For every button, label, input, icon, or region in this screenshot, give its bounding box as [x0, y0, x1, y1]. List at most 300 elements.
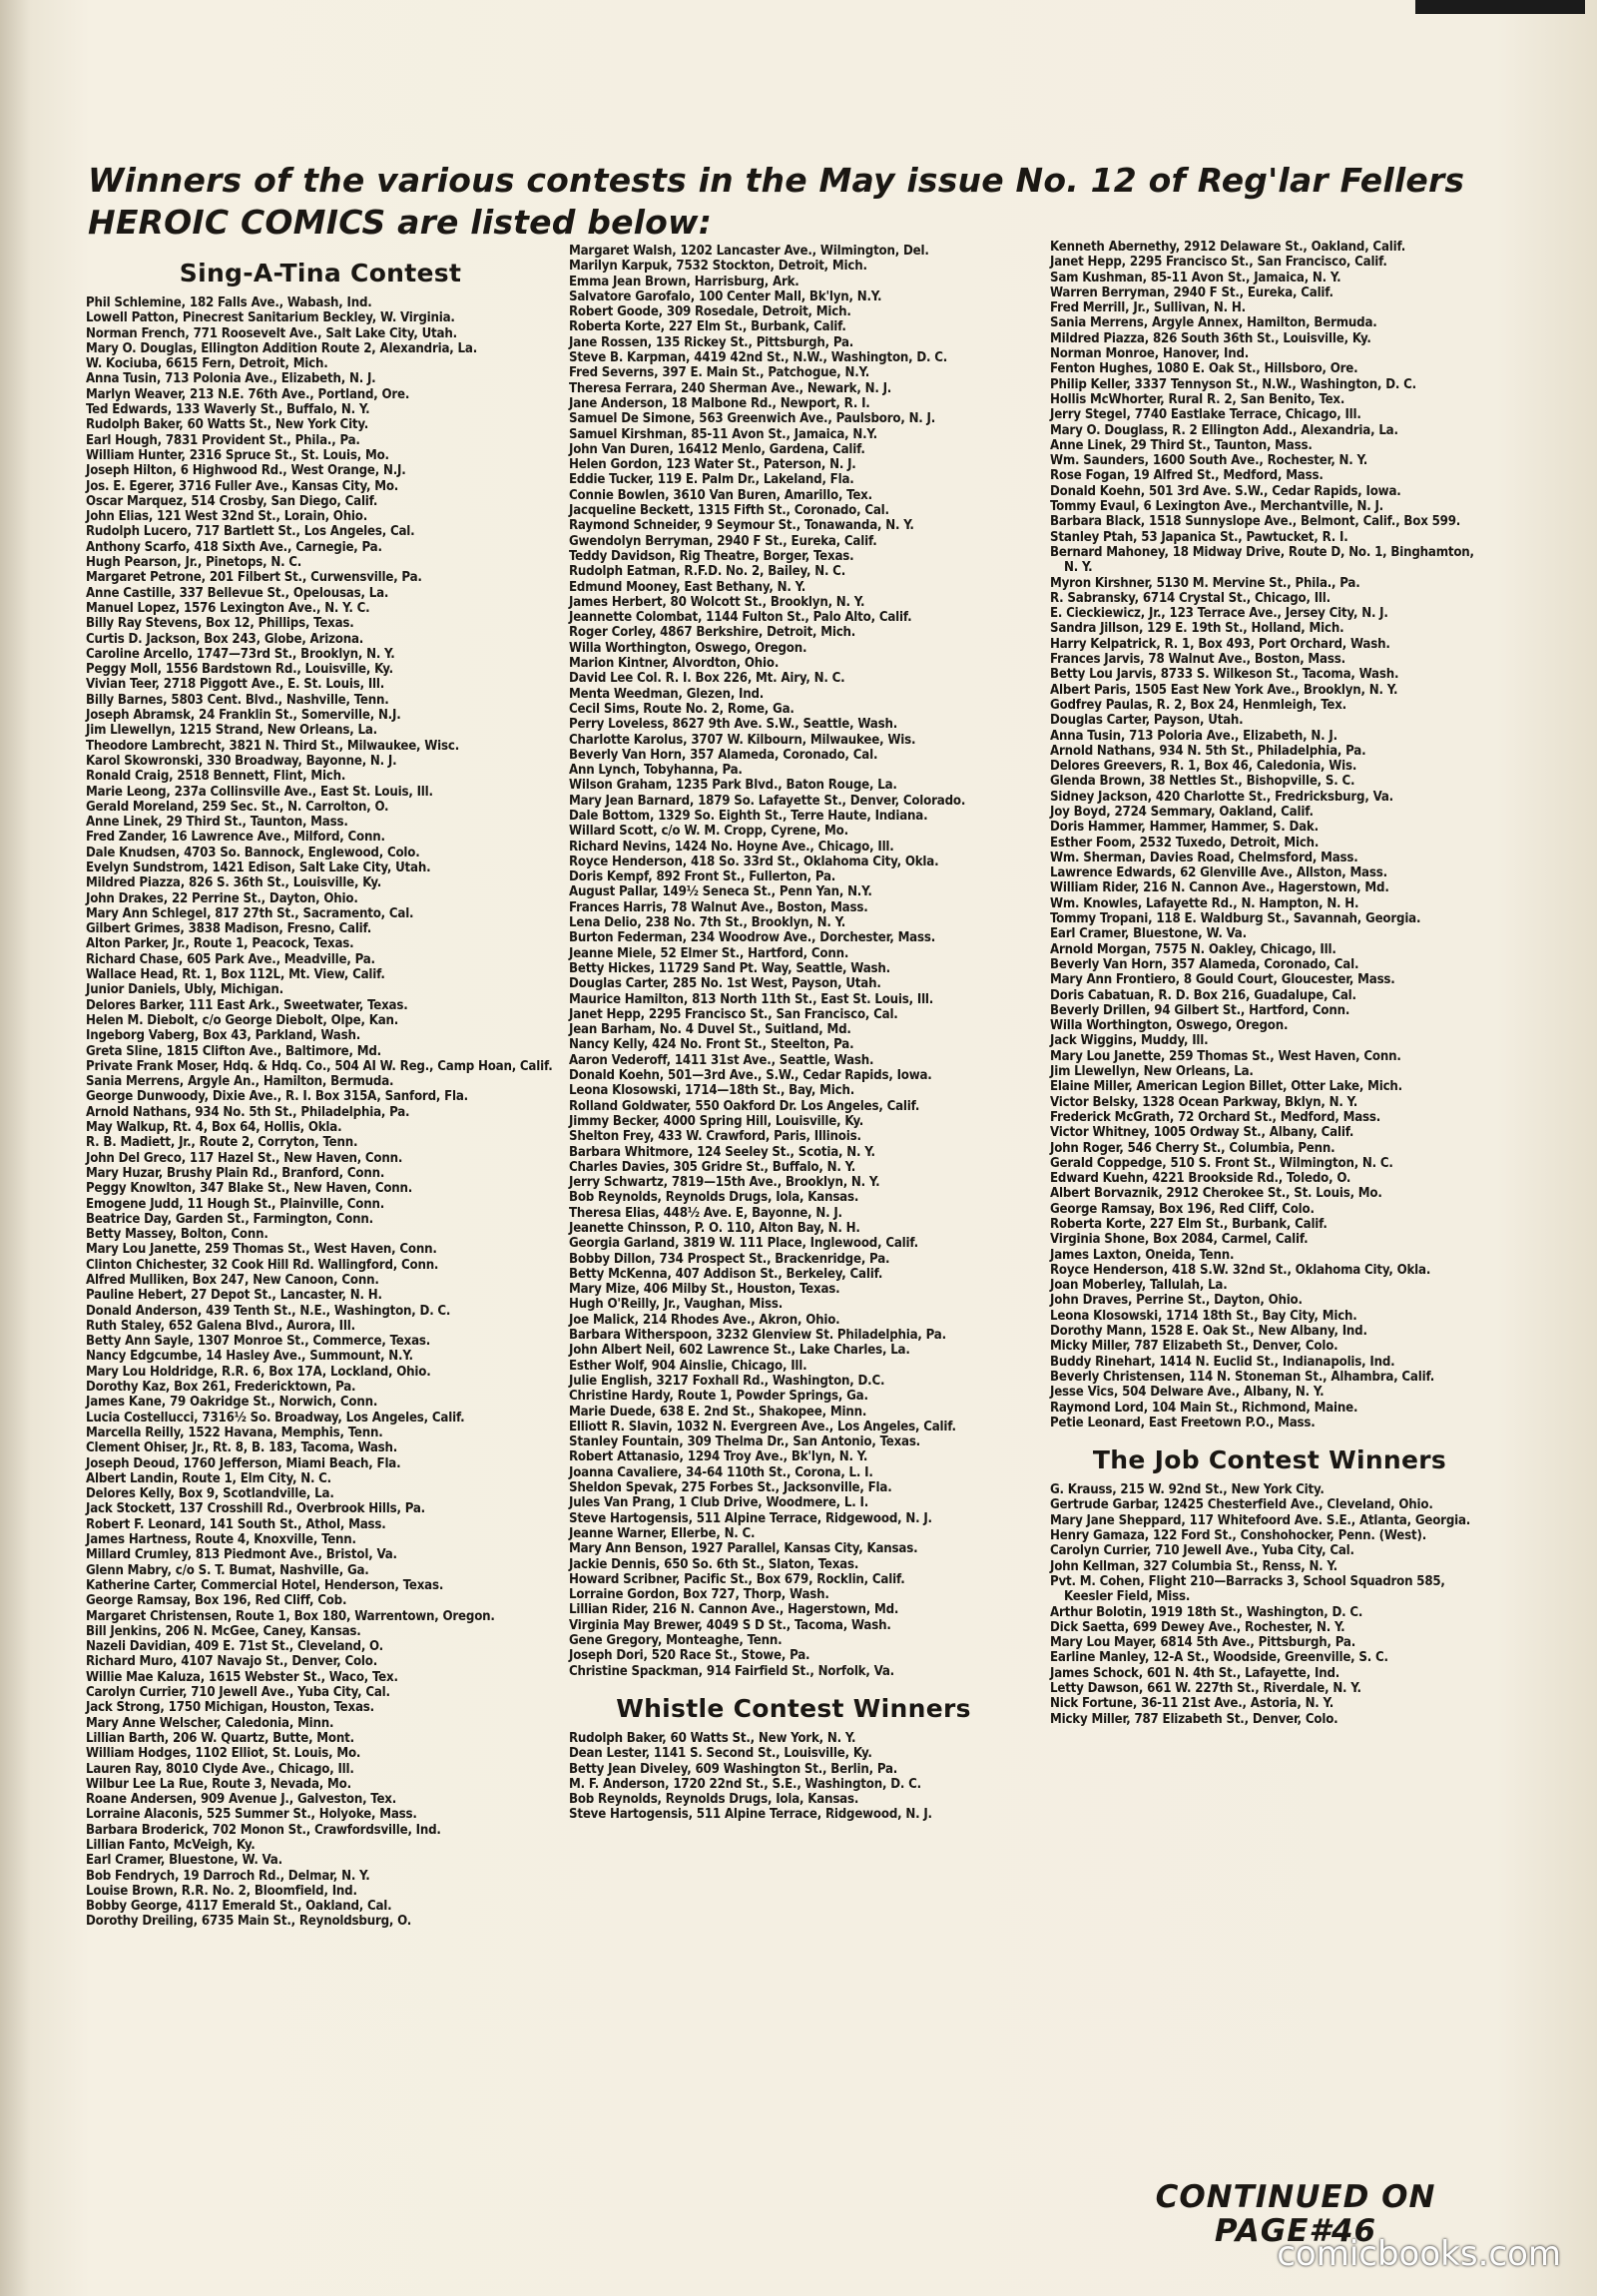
winner-entry: Nancy Kelly, 424 No. Front St., Steelton, Pa.: [569, 1037, 854, 1053]
column-1: [86, 258, 555, 1930]
winner-entry: Mary Lou Mayer, 6814 5th Ave., Pittsburgh, Pa.: [1050, 1635, 1356, 1651]
page-headline: [88, 160, 1545, 244]
winner-entry: Manuel Lopez, 1576 Lexington Ave., N. Y. C.: [86, 600, 370, 616]
winner-entry: Salvatore Garofalo, 100 Center Mall, Bk'lyn, N.Y.: [569, 288, 882, 304]
winner-entry: Norman French, 771 Roosevelt Ave., Salt Lake City, Utah.: [86, 325, 457, 341]
winner-entry: E. Cieckiewicz, Jr., 123 Terrace Ave., Jersey City, N. J.: [1050, 606, 1388, 622]
winner-entry: Jesse Vics, 504 Delware Ave., Albany, N. Y.: [1050, 1385, 1325, 1401]
winner-entry: Lorraine Gordon, Box 727, Thorp, Wash.: [569, 1587, 829, 1603]
winner-entry: Fenton Hughes, 1080 E. Oak St., Hillsboro, Ore.: [1050, 361, 1358, 377]
winner-entry: James Hartness, Route 4, Knoxville, Tenn.: [86, 1532, 356, 1548]
winner-entry: Joy Boyd, 2724 Semmary, Oakland, Calif.: [1050, 804, 1314, 820]
whistle-title: Whistle Contest Winners: [616, 1693, 971, 1723]
winner-entry: Eddie Tucker, 119 E. Palm Dr., Lakeland, Fla.: [569, 472, 854, 488]
winner-entry: Henry Gamaza, 122 Ford St., Conshohocker, Penn. (West).: [1050, 1528, 1427, 1544]
winner-entry: Steve Hartogensis, 511 Alpine Terrace, Ridgewood, N. J.: [569, 1807, 932, 1823]
winner-entry: Barbara Witherspoon, 3232 Glenview St. Philadelphia, Pa.: [569, 1328, 946, 1344]
winner-entry: Earline Manley, 12-A St., Woodside, Greenville, S. C.: [1050, 1650, 1388, 1666]
winner-entry: Esther Wolf, 904 Ainslie, Chicago, Ill.: [569, 1358, 807, 1374]
winner-entry: Jeannette Colombat, 1144 Fulton St., Palo Alto, Calif.: [569, 610, 912, 626]
winner-entry: Mildred Piazza, 826 South 36th St., Louisville, Ky.: [1050, 330, 1371, 346]
winner-entry: Perry Loveless, 8627 9th Ave. S.W., Seattle, Wash.: [569, 717, 898, 733]
winner-entry: Clinton Chichester, 32 Cook Hill Rd. Wallingford, Conn.: [86, 1257, 439, 1273]
winner-entry: Donald Anderson, 439 Tenth St., N.E., Washington, D. C.: [86, 1303, 451, 1319]
winner-entry: Samuel De Simone, 563 Greenwich Ave., Paulsboro, N. J.: [569, 411, 936, 427]
winner-entry: Myron Kirshner, 5130 M. Mervine St., Phila., Pa.: [1050, 575, 1360, 591]
winner-entry: Caroline Arcello, 1747—73rd St., Brooklyn, N. Y.: [86, 646, 395, 662]
winner-entry: William Hunter, 2316 Spruce St., St. Louis, Mo.: [86, 447, 389, 463]
winner-entry: Donald Koehn, 501 3rd Ave. S.W., Cedar Rapids, Iowa.: [1050, 483, 1401, 499]
winner-entry: Tommy Tropani, 118 E. Waldburg St., Savannah, Georgia.: [1050, 911, 1421, 927]
winner-entry: Elliott R. Slavin, 1032 N. Evergreen Ave., Los Angeles, Calif.: [569, 1419, 956, 1435]
winner-entry: Connie Bowlen, 3610 Van Buren, Amarillo, Tex.: [569, 487, 872, 503]
winner-entry: Julie English, 3217 Foxhall Rd., Washington, D.C.: [569, 1373, 885, 1389]
winner-entry: Beverly Van Horn, 357 Alameda, Coronado, Cal.: [1050, 956, 1359, 972]
winner-entry: Wm. Knowles, Lafayette Rd., N. Hampton, N. H.: [1050, 895, 1359, 911]
winner-entry: Teddy Davidson, Rig Theatre, Borger, Texas.: [569, 548, 854, 564]
winner-entry: Phil Schlemine, 182 Falls Ave., Wabash, Ind.: [86, 295, 372, 310]
winner-entry: Nancy Edgcumbe, 14 Hasley Ave., Summount, N.Y.: [86, 1349, 413, 1365]
winner-entry: Betty McKenna, 407 Addison St., Berkeley, Calif.: [569, 1266, 883, 1282]
winner-entry: Joseph Dori, 520 Race St., Stowe, Pa.: [569, 1648, 810, 1664]
winner-entry: Betty Ann Sayle, 1307 Monroe St., Commerce, Texas.: [86, 1334, 431, 1350]
winner-entry: Dorothy Mann, 1528 E. Oak St., New Albany, Ind.: [1050, 1324, 1367, 1340]
winner-entry: Mary Mize, 406 Milby St., Houston, Texas.: [569, 1282, 840, 1298]
winner-entry: R. B. Madiett, Jr., Route 2, Corryton, Tenn.: [86, 1135, 358, 1151]
column-2: [569, 244, 1018, 1823]
winner-entry: Douglas Carter, Payson, Utah.: [1050, 713, 1244, 729]
winner-entry: Betty Lou Jarvis, 8733 S. Wilkeson St., Tacoma, Wash.: [1050, 667, 1399, 683]
winner-entry: Hollis McWhorter, Rural R. 2, San Benito, Tex.: [1050, 391, 1345, 407]
winner-entry: Wm. Saunders, 1600 South Ave., Rochester, N. Y.: [1050, 453, 1368, 469]
winner-entry: Gene Gregory, Monteaghe, Tenn.: [569, 1633, 783, 1649]
winner-entry: Douglas Carter, 285 No. 1st West, Payson, Utah.: [569, 976, 881, 992]
winner-entry: Betty Jean Diveley, 609 Washington St., Berlin, Pa.: [569, 1761, 898, 1777]
column-2-list: [569, 244, 1018, 1679]
winner-entry: Emma Jean Brown, Harrisburg, Ark.: [569, 274, 799, 289]
winner-entry: Billy Barnes, 5803 Cent. Blvd., Nashville, Tenn.: [86, 692, 389, 708]
winner-entry: Karol Skowronski, 330 Broadway, Bayonne, N. J.: [86, 753, 397, 769]
winner-entry: Jack Wiggins, Muddy, Ill.: [1050, 1033, 1209, 1049]
winner-entry: Bobby Dillon, 734 Prospect St., Brackenridge, Pa.: [569, 1251, 890, 1267]
winner-entry: Louise Brown, R.R. No. 2, Bloomfield, Ind.: [86, 1883, 357, 1899]
winner-entry: Steve Hartogensis, 511 Alpine Terrace, Ridgewood, N. J.: [569, 1510, 932, 1526]
winner-entry: Ingeborg Vaberg, Box 43, Parkland, Wash.: [86, 1028, 360, 1044]
winner-entry: Christine Hardy, Route 1, Powder Springs, Ga.: [569, 1389, 868, 1405]
winner-entry: Arnold Morgan, 7575 N. Oakley, Chicago, Ill.: [1050, 941, 1336, 957]
winner-entry: Steve B. Karpman, 4419 42nd St., N.W., Washington, D. C.: [569, 350, 948, 366]
winner-entry: Sam Kushman, 85-11 Avon St., Jamaica, N. Y.: [1050, 270, 1341, 286]
winner-entry: Warren Berryman, 2940 F St., Eureka, Calif.: [1050, 285, 1333, 300]
winner-entry: Jos. E. Egerer, 3716 Fuller Ave., Kansas City, Mo.: [86, 478, 399, 494]
winner-entry: Fred Merrill, Jr., Sullivan, N. H.: [1050, 300, 1246, 316]
winner-entry: Beverly Drillen, 94 Gilbert St., Hartford, Conn.: [1050, 1002, 1350, 1018]
winner-entry: Alton Parker, Jr., Route 1, Peacock, Texas.: [86, 936, 354, 952]
winner-entry: Barbara Whitmore, 124 Seeley St., Scotia, N. Y.: [569, 1144, 875, 1160]
winner-entry: Nazeli Davidian, 409 E. 71st St., Cleveland, O.: [86, 1639, 383, 1655]
winner-entry: Jeanne Warner, Ellerbe, N. C.: [569, 1525, 756, 1541]
winner-entry: Charlotte Karolus, 3707 W. Kilbourn, Milwaukee, Wis.: [569, 732, 916, 748]
winner-entry: Pvt. M. Cohen, Flight 210—Barracks 3, School Squadron 585, Keesler Field, Miss.: [1050, 1573, 1445, 1605]
sing-a-tina-list: [86, 295, 555, 1930]
winner-entry: Anne Linek, 29 Third St., Taunton, Mass.: [86, 815, 348, 831]
winner-entry: G. Krauss, 215 W. 92nd St., New York City.: [1050, 1482, 1325, 1498]
winner-entry: Bob Reynolds, Reynolds Drugs, Iola, Kansas.: [569, 1792, 859, 1808]
winner-entry: Richard Muro, 4107 Navajo St., Denver, Colo.: [86, 1654, 378, 1670]
winner-entry: Millard Crumley, 813 Piedmont Ave., Bristol, Va.: [86, 1547, 397, 1563]
winner-entry: Marie Leong, 237a Collinsville Ave., East St. Louis, Ill.: [86, 784, 433, 800]
winner-entry: Wilson Graham, 1235 Park Blvd., Baton Rouge, La.: [569, 778, 897, 794]
winner-entry: Wm. Sherman, Davies Road, Chelmsford, Mass.: [1050, 850, 1358, 865]
winner-entry: Marion Kintner, Alvordton, Ohio.: [569, 656, 780, 672]
winner-entry: Bob Fendrych, 19 Darroch Rd., Delmar, N. Y.: [86, 1868, 370, 1884]
winner-entry: Anne Linek, 29 Third St., Taunton, Mass.: [1050, 437, 1313, 453]
winner-entry: Pauline Hebert, 27 Depot St., Lancaster, N. H.: [86, 1288, 382, 1304]
winner-entry: Margaret Christensen, Route 1, Box 180, Warrentown, Oregon.: [86, 1608, 495, 1624]
winner-entry: Nick Fortune, 36-11 21st Ave., Astoria, N. Y.: [1050, 1696, 1334, 1712]
winner-entry: Jackie Dennis, 650 So. 6th St., Slaton, Texas.: [569, 1556, 859, 1572]
winner-entry: Tommy Evaul, 6 Lexington Ave., Merchantville, N. J.: [1050, 499, 1383, 515]
winner-entry: Ted Edwards, 133 Waverly St., Buffalo, N. Y.: [86, 402, 370, 418]
winner-entry: Bobby George, 4117 Emerald St., Oakland, Cal.: [86, 1899, 392, 1915]
winner-entry: Royce Henderson, 418 S.W. 32nd St., Oklahoma City, Okla.: [1050, 1262, 1431, 1278]
winner-entry: Virginia Shone, Box 2084, Carmel, Calif.: [1050, 1232, 1309, 1248]
winner-entry: John Del Greco, 117 Hazel St., New Haven, Conn.: [86, 1150, 403, 1166]
winner-entry: Dale Knudsen, 4703 So. Bannock, Englewood, Colo.: [86, 845, 420, 861]
job-list: [1050, 1482, 1489, 1727]
winner-entry: Frances Harris, 78 Walnut Ave., Boston, Mass.: [569, 899, 868, 915]
winner-entry: Jeanne Miele, 52 Elmer St., Hartford, Conn.: [569, 945, 849, 961]
winner-entry: Ruth Staley, 652 Galena Blvd., Aurora, Ill.: [86, 1318, 355, 1334]
winner-entry: Glenda Brown, 38 Nettles St., Bishopville, S. C.: [1050, 774, 1355, 790]
winner-entry: John Draves, Perrine St., Dayton, Ohio.: [1050, 1293, 1303, 1309]
winner-entry: Jimmy Becker, 4000 Spring Hill, Louisville, Ky.: [569, 1113, 864, 1129]
winner-entry: Mary Lou Janette, 259 Thomas St., West Haven, Conn.: [86, 1242, 437, 1258]
winner-entry: Margaret Walsh, 1202 Lancaster Ave., Wilmington, Del.: [569, 244, 929, 259]
winner-entry: May Walkup, Rt. 4, Box 64, Hollis, Okla.: [86, 1120, 342, 1136]
winner-entry: Jack Strong, 1750 Michigan, Houston, Texas.: [86, 1700, 374, 1716]
winner-entry: Jerry Stegel, 7740 Eastlake Terrace, Chicago, Ill.: [1050, 407, 1361, 423]
winner-entry: Letty Dawson, 661 W. 227th St., Riverdale, N. Y.: [1050, 1681, 1361, 1697]
whistle-list: [569, 1731, 1018, 1823]
winner-entry: Anthony Scarfo, 418 Sixth Ave., Carnegie, Pa.: [86, 539, 382, 555]
winner-entry: Marie Duede, 638 E. 2nd St., Shakopee, Minn.: [569, 1404, 867, 1420]
winner-entry: Mary O. Douglas, Ellington Addition Route 2, Alexandria, La.: [86, 340, 477, 356]
winner-entry: Janet Hepp, 2295 Francisco St., San Francisco, Cal.: [569, 1006, 898, 1022]
winner-entry: Beverly Christensen, 114 N. Stoneman St., Alhambra, Calif.: [1050, 1369, 1435, 1385]
winner-entry: Esther Foom, 2532 Tuxedo, Detroit, Mich.: [1050, 835, 1320, 851]
winner-entry: James Herbert, 80 Wolcott St., Brooklyn, N. Y.: [569, 594, 865, 610]
winner-entry: Samuel Kirshman, 85-11 Avon St., Jamaica, N.Y.: [569, 426, 877, 442]
winner-entry: Peggy Moll, 1556 Bardstown Rd., Louisville, Ky.: [86, 662, 393, 678]
winner-entry: George Dunwoody, Dixie Ave., R. I. Box 315A, Sanford, Fla.: [86, 1089, 468, 1105]
winner-entry: Gertrude Garbar, 12425 Chesterfield Ave., Cleveland, Ohio.: [1050, 1497, 1433, 1513]
winner-entry: Mildred Piazza, 826 S. 36th St., Louisville, Ky.: [86, 875, 382, 891]
winner-entry: Victor Belsky, 1328 Ocean Parkway, Bklyn, N. Y.: [1050, 1094, 1358, 1110]
winner-entry: Rose Fogan, 19 Alfred St., Medford, Mass.: [1050, 468, 1324, 484]
winner-entry: Bernard Mahoney, 18 Midway Drive, Route D, No. 1, Binghamton, N. Y.: [1050, 544, 1474, 576]
winner-entry: John Drakes, 22 Perrine St., Dayton, Ohio.: [86, 890, 358, 906]
winner-entry: Leona Klosowski, 1714—18th St., Bay, Mich.: [569, 1083, 855, 1099]
winner-entry: Rudolph Baker, 60 Watts St., New York, N. Y.: [569, 1730, 856, 1746]
winner-entry: Stanley Fountain, 309 Thelma Dr., San Antonio, Texas.: [569, 1435, 920, 1450]
winner-entry: Jerry Schwartz, 7819—15th Ave., Brooklyn, N. Y.: [569, 1175, 880, 1191]
winner-entry: Marlyn Weaver, 213 N.E. 76th Ave., Portland, Ore.: [86, 386, 410, 402]
winner-entry: Lillian Barth, 206 W. Quartz, Butte, Mont.: [86, 1730, 354, 1746]
winner-entry: James Schock, 601 N. 4th St., Lafayette, Ind.: [1050, 1665, 1340, 1681]
winner-entry: Clement Ohiser, Jr., Rt. 8, B. 183, Tacoma, Wash.: [86, 1440, 398, 1456]
winner-entry: Dale Bottom, 1329 So. Eighth St., Terre Haute, Indiana.: [569, 808, 928, 824]
winner-entry: Alfred Mulliken, Box 247, New Canoon, Conn.: [86, 1273, 379, 1288]
sing-a-tina-title: Sing-A-Tina Contest: [179, 259, 462, 287]
winner-entry: Gilbert Grimes, 3838 Madison, Fresno, Calif.: [86, 921, 372, 937]
winner-entry: Ronald Craig, 2518 Bennett, Flint, Mich.: [86, 769, 346, 785]
winner-entry: Jane Anderson, 18 Malbone Rd., Newport, R. I.: [569, 395, 870, 411]
job-title: The Job Contest Winners: [1092, 1445, 1447, 1475]
winner-entry: Roger Corley, 4867 Berkshire, Detroit, Mich.: [569, 625, 856, 641]
winner-entry: Sandra Jillson, 129 E. 19th St., Holland, Mich.: [1050, 621, 1344, 637]
winner-entry: Burton Federman, 234 Woodrow Ave., Dorchester, Mass.: [569, 930, 936, 946]
winner-entry: Roane Andersen, 909 Avenue J., Galveston, Tex.: [86, 1792, 397, 1808]
winner-entry: Lorraine Alaconis, 525 Summer St., Holyoke, Mass.: [86, 1807, 417, 1823]
winner-entry: Buddy Rinehart, 1414 N. Euclid St., Indianapolis, Ind.: [1050, 1354, 1395, 1370]
winner-entry: Donald Koehn, 501—3rd Ave., S.W., Cedar Rapids, Iowa.: [569, 1068, 932, 1084]
winner-entry: Mary Lou Holdridge, R.R. 6, Box 17A, Lockland, Ohio.: [86, 1364, 431, 1380]
page-edge-mark: [1415, 0, 1585, 14]
winner-entry: Joseph Deoud, 1760 Jefferson, Miami Beach, Fla.: [86, 1455, 401, 1471]
winner-entry: Edward Kuehn, 4221 Brookside Rd., Toledo, O.: [1050, 1171, 1351, 1187]
winner-entry: Micky Miller, 787 Elizabeth St., Denver, Colo.: [1050, 1711, 1338, 1727]
headline-line-2: HEROIC COMICS are listed below:: [88, 203, 713, 242]
winner-entry: James Laxton, Oneida, Tenn.: [1050, 1247, 1235, 1263]
winner-entry: Greta Sline, 1815 Clifton Ave., Baltimore, Md.: [86, 1043, 381, 1059]
winner-entry: Gerald Coppedge, 510 S. Front St., Wilmington, N. C.: [1050, 1155, 1393, 1171]
watermark: comicbooks.com: [1277, 2234, 1561, 2274]
winner-entry: Sania Merrens, Argyle Annex, Hamilton, Bermuda.: [1050, 315, 1377, 331]
winner-entry: Vivian Teer, 2718 Piggott Ave., E. St. Louis, Ill.: [86, 677, 385, 693]
winner-entry: Howard Scribner, Pacific St., Box 679, Rocklin, Calif.: [569, 1571, 905, 1587]
winner-entry: Mary Jean Barnard, 1879 So. Lafayette St., Denver, Colorado.: [569, 793, 966, 809]
winner-entry: Willa Worthington, Oswego, Oregon.: [569, 640, 807, 656]
winner-entry: Leona Klosowski, 1714 18th St., Bay City, Mich.: [1050, 1308, 1357, 1324]
winner-entry: Lowell Patton, Pinecrest Sanitarium Beckley, W. Virginia.: [86, 310, 455, 326]
winner-entry: Lillian Fanto, McVeigh, Ky.: [86, 1837, 256, 1853]
winner-entry: Georgia Garland, 3819 W. 111 Place, Inglewood, Calif.: [569, 1236, 918, 1252]
winner-entry: Anna Tusin, 713 Poloria Ave., Elizabeth, N. J.: [1050, 728, 1337, 744]
winner-entry: Delores Barker, 111 East Ark., Sweetwater, Texas.: [86, 997, 408, 1013]
winner-entry: Earl Hough, 7831 Provident St., Phila., Pa.: [86, 432, 360, 448]
winner-entry: Katherine Carter, Commercial Hotel, Henderson, Texas.: [86, 1577, 444, 1593]
winner-entry: Charles Davies, 305 Gridre St., Buffalo, N. Y.: [569, 1159, 856, 1175]
winner-entry: William Hodges, 1102 Elliot, St. Louis, Mo.: [86, 1746, 361, 1762]
winner-entry: Arthur Bolotin, 1919 18th St., Washington, D. C.: [1050, 1604, 1363, 1620]
winner-entry: Beatrice Day, Garden St., Farmington, Conn.: [86, 1211, 373, 1227]
winner-entry: Mary Jane Sheppard, 117 Whitefoord Ave. S.E., Atlanta, Georgia.: [1050, 1512, 1471, 1528]
continued-line-2: PAGE#46: [1214, 2213, 1377, 2249]
winner-entry: Bill Jenkins, 206 N. McGee, Caney, Kansas.: [86, 1623, 361, 1639]
winner-entry: Joe Malick, 214 Rhodes Ave., Akron, Ohio.: [569, 1312, 840, 1328]
winner-entry: Delores Kelly, Box 9, Scotlandville, La.: [86, 1486, 334, 1502]
winner-entry: Richard Chase, 605 Park Ave., Meadville, Pa.: [86, 951, 375, 967]
winner-entry: William Rider, 216 N. Cannon Ave., Hagerstown, Md.: [1050, 880, 1389, 896]
winner-entry: Norman Monroe, Hanover, Ind.: [1050, 346, 1250, 362]
winner-entry: Emogene Judd, 11 Hough St., Plainville, Conn.: [86, 1196, 385, 1212]
winner-entry: Glenn Mabry, c/o S. T. Bumat, Nashville, Ga.: [86, 1562, 369, 1578]
winner-entry: Doris Hammer, Hammer, Hammer, S. Dak.: [1050, 820, 1319, 836]
winner-entry: Doris Cabatuan, R. D. Box 216, Guadalupe, Cal.: [1050, 987, 1356, 1003]
winner-entry: Rudolph Lucero, 717 Bartlett St., Los Angeles, Cal.: [86, 524, 415, 540]
winner-entry: Helen M. Diebolt, c/o George Diebolt, Olpe, Kan.: [86, 1012, 399, 1028]
winner-entry: John Roger, 546 Cherry St., Columbia, Penn.: [1050, 1140, 1335, 1156]
winner-entry: Jean Barham, No. 4 Duvel St., Suitland, Md.: [569, 1022, 851, 1038]
winner-entry: Albert Landin, Route 1, Elm City, N. C.: [86, 1470, 331, 1486]
winner-entry: Mary Huzar, Brushy Plain Rd., Branford, Conn.: [86, 1165, 385, 1181]
winner-entry: Kenneth Abernethy, 2912 Delaware St., Oakland, Calif.: [1050, 240, 1406, 255]
winner-entry: Margaret Petrone, 201 Filbert St., Curwensville, Pa.: [86, 570, 422, 586]
winner-entry: Janet Hepp, 2295 Francisco St., San Francisco, Calif.: [1050, 255, 1387, 271]
winner-entry: John Kellman, 327 Columbia St., Renss, N. Y.: [1050, 1558, 1337, 1574]
winner-entry: Barbara Black, 1518 Sunnyslope Ave., Belmont, Calif., Box 599.: [1050, 514, 1461, 530]
winner-entry: Junior Daniels, Ubly, Michigan.: [86, 982, 283, 998]
winner-entry: Theodore Lambrecht, 3821 N. Third St., Milwaukee, Wisc.: [86, 738, 460, 754]
winner-entry: Gwendolyn Berryman, 2940 F St., Eureka, Calif.: [569, 533, 877, 549]
winner-entry: Jules Van Prang, 1 Club Drive, Woodmere, L. I.: [569, 1495, 869, 1511]
winner-entry: Carolyn Currier, 710 Jewell Ave., Yuba City, Cal.: [86, 1685, 390, 1701]
winner-entry: Harry Kelpatrick, R. 1, Box 493, Port Orchard, Wash.: [1050, 636, 1390, 652]
winner-entry: David Lee Col. R. I. Box 226, Mt. Airy, N. C.: [569, 671, 845, 687]
winner-entry: Richard Nevins, 1424 No. Hoyne Ave., Chicago, Ill.: [569, 839, 894, 855]
winner-entry: Evelyn Sundstrom, 1421 Edison, Salt Lake City, Utah.: [86, 860, 431, 875]
winner-entry: Jacqueline Beckett, 1315 Fifth St., Coronado, Cal.: [569, 503, 889, 519]
winner-entry: Mary Ann Schlegel, 817 27th St., Sacramento, Cal.: [86, 905, 414, 921]
column-3: [1050, 240, 1489, 1727]
winner-entry: George Ramsay, Box 196, Red Cliff, Cob.: [86, 1593, 347, 1609]
winner-entry: Dorothy Kaz, Box 261, Fredericktown, Pa.: [86, 1380, 356, 1396]
winner-entry: Sheldon Spevak, 275 Forbes St., Jacksonville, Fla.: [569, 1480, 892, 1496]
winner-entry: Petie Leonard, East Freetown P.O., Mass.: [1050, 1415, 1316, 1431]
winner-entry: Jim Llewellyn, 1215 Strand, New Orleans, La.: [86, 723, 377, 739]
winner-entry: Mary O. Douglass, R. 2 Ellington Add., Alexandria, La.: [1050, 422, 1398, 438]
winner-entry: Menta Weedman, Glezen, Ind.: [569, 686, 765, 702]
winner-entry: Dorothy Dreiling, 6735 Main St., Reynoldsburg, O.: [86, 1914, 412, 1930]
winner-entry: James Kane, 79 Oakridge St., Norwich, Conn.: [86, 1395, 378, 1411]
winner-entry: Doris Kempf, 892 Front St., Fullerton, Pa.: [569, 869, 836, 885]
winner-entry: Dean Lester, 1141 S. Second St., Louisville, Ky.: [569, 1746, 872, 1762]
winner-entry: Joan Moberley, Tallulah, La.: [1050, 1278, 1228, 1294]
continued-line-1: CONTINUED ON: [1155, 2179, 1436, 2215]
winner-entry: Jeanette Chinsson, P. O. 110, Alton Bay, N. H.: [569, 1221, 860, 1236]
winner-entry: Mary Lou Janette, 259 Thomas St., West Haven, Conn.: [1050, 1048, 1401, 1064]
winner-entry: Hugh Pearson, Jr., Pinetops, N. C.: [86, 555, 302, 571]
winner-entry: Lauren Ray, 8010 Clyde Ave., Chicago, Ill.: [86, 1761, 354, 1777]
winner-entry: Aaron Vederoff, 1411 31st Ave., Seattle, Wash.: [569, 1052, 874, 1068]
winner-entry: Frederick McGrath, 72 Orchard St., Medford, Mass.: [1050, 1109, 1381, 1125]
winner-entry: Betty Hickes, 11729 Sand Pt. Way, Seattle, Wash.: [569, 960, 890, 976]
winner-entry: Curtis D. Jackson, Box 243, Globe, Arizona.: [86, 631, 364, 647]
winner-entry: Delores Greevers, R. 1, Box 46, Caledonia, Wis.: [1050, 759, 1357, 775]
winner-entry: Jack Stockett, 137 Crosshill Rd., Overbrook Hills, Pa.: [86, 1501, 425, 1517]
winner-entry: Earl Cramer, Bluestone, W. Va.: [1050, 926, 1247, 942]
winner-entry: Beverly Van Horn, 357 Alameda, Coronado, Cal.: [569, 747, 878, 763]
winner-entry: Raymond Schneider, 9 Seymour St., Tonawanda, N. Y.: [569, 518, 914, 534]
winner-entry: Ann Lynch, Tobyhanna, Pa.: [569, 763, 743, 779]
winner-entry: Earl Cramer, Bluestone, W. Va.: [86, 1853, 282, 1869]
winner-entry: Joanna Cavaliere, 34-64 110th St., Corona, L. I.: [569, 1464, 873, 1480]
winner-entry: Lillian Rider, 216 N. Cannon Ave., Hagerstown, Md.: [569, 1602, 899, 1618]
winner-entry: Barbara Broderick, 702 Monon St., Crawfordsville, Ind.: [86, 1822, 441, 1838]
winner-entry: Robert F. Leonard, 141 South St., Athol, Mass.: [86, 1516, 386, 1532]
winner-entry: Cecil Sims, Route No. 2, Rome, Ga.: [569, 701, 795, 717]
winner-entry: Private Frank Moser, Hdq. & Hdq. Co., 504 AI W. Reg., Camp Hoan, Calif.: [86, 1058, 553, 1074]
winner-entry: Maurice Hamilton, 813 North 11th St., East St. Louis, Ill.: [569, 991, 934, 1007]
winner-entry: John Elias, 121 West 32nd St., Lorain, Ohio.: [86, 509, 368, 525]
winner-entry: Roberta Korte, 227 Elm St., Burbank, Calif.: [1050, 1217, 1328, 1232]
winner-entry: Rudolph Baker, 60 Watts St., New York City.: [86, 417, 369, 433]
winner-entry: Fred Zander, 16 Lawrence Ave., Milford, Conn.: [86, 830, 385, 846]
winner-entry: Dick Saetta, 699 Dewey Ave., Rochester, N. Y.: [1050, 1619, 1345, 1635]
winner-entry: Lena Delio, 238 No. 7th St., Brooklyn, N. Y.: [569, 915, 846, 931]
winner-entry: Albert Borvaznik, 2912 Cherokee St., St. Louis, Mo.: [1050, 1186, 1382, 1202]
winner-entry: Godfrey Paulas, R. 2, Box 24, Henmleigh, Tex.: [1050, 697, 1346, 713]
winner-entry: Sania Merrens, Argyle An., Hamilton, Bermuda.: [86, 1074, 394, 1090]
winner-entry: Jim Llewellyn, New Orleans, La.: [1050, 1064, 1254, 1080]
winner-entry: Oscar Marquez, 514 Crosby, San Diego, Calif.: [86, 493, 378, 509]
winner-entry: Helen Gordon, 123 Water St., Paterson, N. J.: [569, 457, 856, 473]
winner-entry: Royce Henderson, 418 So. 33rd St., Oklahoma City, Okla.: [569, 854, 939, 869]
winner-entry: Marcella Reilly, 1522 Havana, Memphis, Tenn.: [86, 1425, 383, 1440]
winner-entry: Hugh O'Reilly, Jr., Vaughan, Miss.: [569, 1297, 784, 1313]
winner-entry: Roberta Korte, 227 Elm St., Burbank, Calif.: [569, 319, 846, 335]
winner-entry: Christine Spackman, 914 Fairfield St., Norfolk, Va.: [569, 1663, 894, 1679]
winner-entry: Robert Goode, 309 Rosedale, Detroit, Mich.: [569, 304, 851, 320]
winner-entry: Peggy Knowlton, 347 Blake St., New Haven, Conn.: [86, 1181, 413, 1197]
winner-entry: Rudolph Eatman, R.F.D. No. 2, Bailey, N. C.: [569, 564, 845, 580]
winner-entry: Sidney Jackson, 420 Charlotte St., Fredricksburg, Va.: [1050, 789, 1393, 805]
winner-entry: Arnold Nathans, 934 No. 5th St., Philadelphia, Pa.: [86, 1104, 410, 1120]
winner-entry: R. Sabransky, 6714 Crystal St., Chicago, Ill.: [1050, 590, 1331, 606]
winner-entry: Mary Ann Benson, 1927 Parallel, Kansas City, Kansas.: [569, 1541, 918, 1557]
winner-entry: Jane Rossen, 135 Rickey St., Pittsburgh, Pa.: [569, 334, 854, 350]
winner-entry: Shelton Frey, 433 W. Crawford, Paris, Illinois.: [569, 1129, 861, 1145]
winner-entry: Edmund Mooney, East Bethany, N. Y.: [569, 579, 806, 595]
winner-entry: Micky Miller, 787 Elizabeth St., Denver, Colo.: [1050, 1339, 1338, 1355]
winner-entry: Mary Anne Welscher, Caledonia, Minn.: [86, 1715, 334, 1731]
winner-entry: Betty Massey, Bolton, Conn.: [86, 1227, 268, 1243]
winner-entry: W. Kociuba, 6615 Fern, Detroit, Mich.: [86, 356, 328, 372]
headline-line-1: Winners of the various contests in the May issue No. 12 of Reg'lar Fellers: [88, 161, 1465, 200]
winner-entry: Virginia May Brewer, 4049 S D St., Tacoma, Wash.: [569, 1617, 891, 1633]
winner-entry: John Albert Neil, 602 Lawrence St., Lake Charles, La.: [569, 1343, 910, 1359]
winner-entry: Mary Ann Frontiero, 8 Gould Court, Gloucester, Mass.: [1050, 972, 1395, 988]
winner-entry: Theresa Elias, 448½ Ave. E, Bayonne, N. J.: [569, 1205, 842, 1221]
winner-entry: Carolyn Currier, 710 Jewell Ave., Yuba City, Cal.: [1050, 1543, 1354, 1559]
winner-entry: Joseph Hilton, 6 Highwood Rd., West Orange, N.J.: [86, 463, 406, 479]
winner-entry: Anne Castille, 337 Bellevue St., Opelousas, La.: [86, 585, 389, 601]
winner-entry: John Van Duren, 16412 Menlo, Gardena, Calif.: [569, 441, 865, 457]
winner-entry: Willard Scott, c/o W. M. Cropp, Cyrene, Mo.: [569, 824, 848, 840]
winner-entry: Bob Reynolds, Reynolds Drugs, Iola, Kansas.: [569, 1190, 859, 1206]
winner-entry: Wallace Head, Rt. 1, Box 112L, Mt. View, Calif.: [86, 967, 385, 983]
winner-entry: Lawrence Edwards, 62 Glenville Ave., Allston, Mass.: [1050, 865, 1387, 881]
winner-entry: Billy Ray Stevens, Box 12, Phillips, Texas.: [86, 616, 354, 632]
column-3-list: [1050, 240, 1489, 1431]
winner-entry: Elaine Miller, American Legion Billet, Otter Lake, Mich.: [1050, 1079, 1402, 1095]
winner-entry: Marilyn Karpuk, 7532 Stockton, Detroit, Mich.: [569, 259, 867, 275]
winner-entry: Robert Attanasio, 1294 Troy Ave., Bk'lyn, N. Y.: [569, 1449, 868, 1465]
winner-entry: Rolland Goldwater, 550 Oakford Dr. Los Angeles, Calif.: [569, 1098, 920, 1114]
winner-entry: Victor Whitney, 1005 Ordway St., Albany, Calif.: [1050, 1125, 1354, 1141]
winner-entry: Fred Severns, 397 E. Main St., Patchogue, N.Y.: [569, 365, 870, 381]
